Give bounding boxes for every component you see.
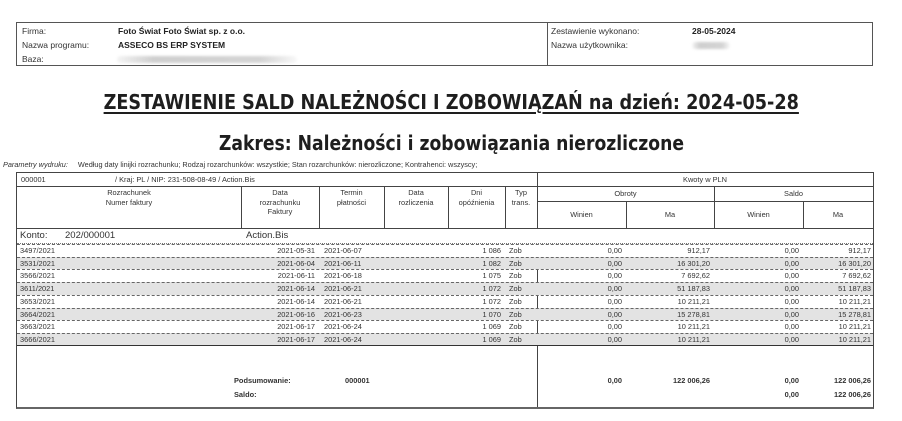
table-row: 3664/2021 2021-06-16 2021-06-23 1 070 Zob 0,00 15 278,81 0,00 15 278,81 [17,308,873,321]
wykonano-label: Zestawienie wykonano: [551,26,640,36]
balance-table [16,172,874,409]
col-kwoty-pln: Kwoty w PLN [683,175,727,184]
header-divider [547,23,548,65]
table-row: 3531/2021 2021-06-04 2021-06-11 1 082 Zob 0,00 16 301,20 0,00 16 301,20 [17,257,873,270]
col-saldo-winien: Winien [747,210,770,219]
summary-code: 000001 [345,376,370,385]
col-typ-trans: Typ trans. [511,188,531,207]
col-termin-platnosci: Termin płatności [336,188,367,207]
table-row: 3611/2021 2021-06-14 2021-06-21 1 072 Zob 0,00 51 187,83 0,00 51 187,83 [17,282,873,295]
user-value-redacted [692,42,730,49]
firma-value: Foto Świat Foto Świat sp. z o.o. [118,26,246,36]
col-obroty-ma: Ma [664,210,676,219]
summary-saldo-ma: 122 006,26 [834,376,871,385]
report-subtitle: Zakres: Należności i zobowiązania nierozliczone [218,131,684,155]
baza-label: Baza: [22,54,44,64]
params-value: Według daty linijki rozrachunku; Rodzaj rozarchunków: wszystkie; Stan rozarchunków: nierozliczone; Kontrahenci: wszyscy; [77,160,478,169]
user-label: Nazwa użytkownika: [551,40,629,50]
saldo-label: Saldo: [234,390,257,399]
table-row: 3497/2021 2021-05-31 2021-06-07 1 086 Zob 0,00 912,17 0,00 912,17 [17,244,873,257]
report-title: ZESTAWIENIE SALD NALEŻNOŚCI I ZOBOWIĄZAŃ na dzień: 2024-05-28 [103,90,799,114]
col-data-rozrachunku: Data rozrachunku Faktury [259,188,301,216]
summary-saldo-winien: 0,00 [784,376,799,385]
summary-obroty-winien: 0,00 [607,376,622,385]
table-row: 3566/2021 2021-06-11 2021-06-18 1 075 Zob 0,00 7 692,62 0,00 7 692,62 [17,269,873,282]
report-header-box [16,22,873,66]
col-obroty-winien: Winien [570,210,593,219]
firma-label: Firma: [22,26,47,36]
table-row: 3663/2021 2021-06-17 2021-06-24 1 069 Zob 0,00 10 211,21 0,00 10 211,21 [17,320,873,333]
konto-name: Action.Bis [246,230,289,241]
konto-value: 202/000001 [65,230,116,241]
col-dni-opoznienia: Dni opóźnienia [458,188,495,207]
program-label: Nazwa programu: [22,40,90,50]
summary-label: Podsumowanie: [234,376,291,385]
table-row: 3653/2021 2021-06-14 2021-06-21 1 072 Zob 0,00 10 211,21 0,00 10 211,21 [17,295,873,308]
col-data-rozliczenia: Data rozliczenia [398,188,434,207]
print-parameters [3,160,477,169]
program-value: ASSECO BS ERP SYSTEM [118,40,226,50]
contractor-info: / Kraj: PL / NIP: 231-508-08-49 / Action.Bis [115,175,255,184]
saldo-winien: 0,00 [784,390,799,399]
konto-label: Konto: [20,230,48,241]
col-rozrachunek: Rozrachunek Numer faktury [105,188,153,207]
wykonano-value: 28-05-2024 [692,26,736,36]
saldo-ma: 122 006,26 [834,390,871,399]
col-obroty: Obroty [614,189,637,198]
col-saldo-ma: Ma [832,210,844,219]
col-saldo: Saldo [784,189,803,198]
table-row: 3666/2021 2021-06-17 2021-06-24 1 069 Zob 0,00 10 211,21 0,00 10 211,21 [17,333,873,346]
baza-value-redacted [117,56,297,63]
summary-obroty-ma: 122 006,26 [673,376,710,385]
contractor-code: 000001 [21,175,46,184]
params-label: Parametry wydruku: [3,160,68,169]
